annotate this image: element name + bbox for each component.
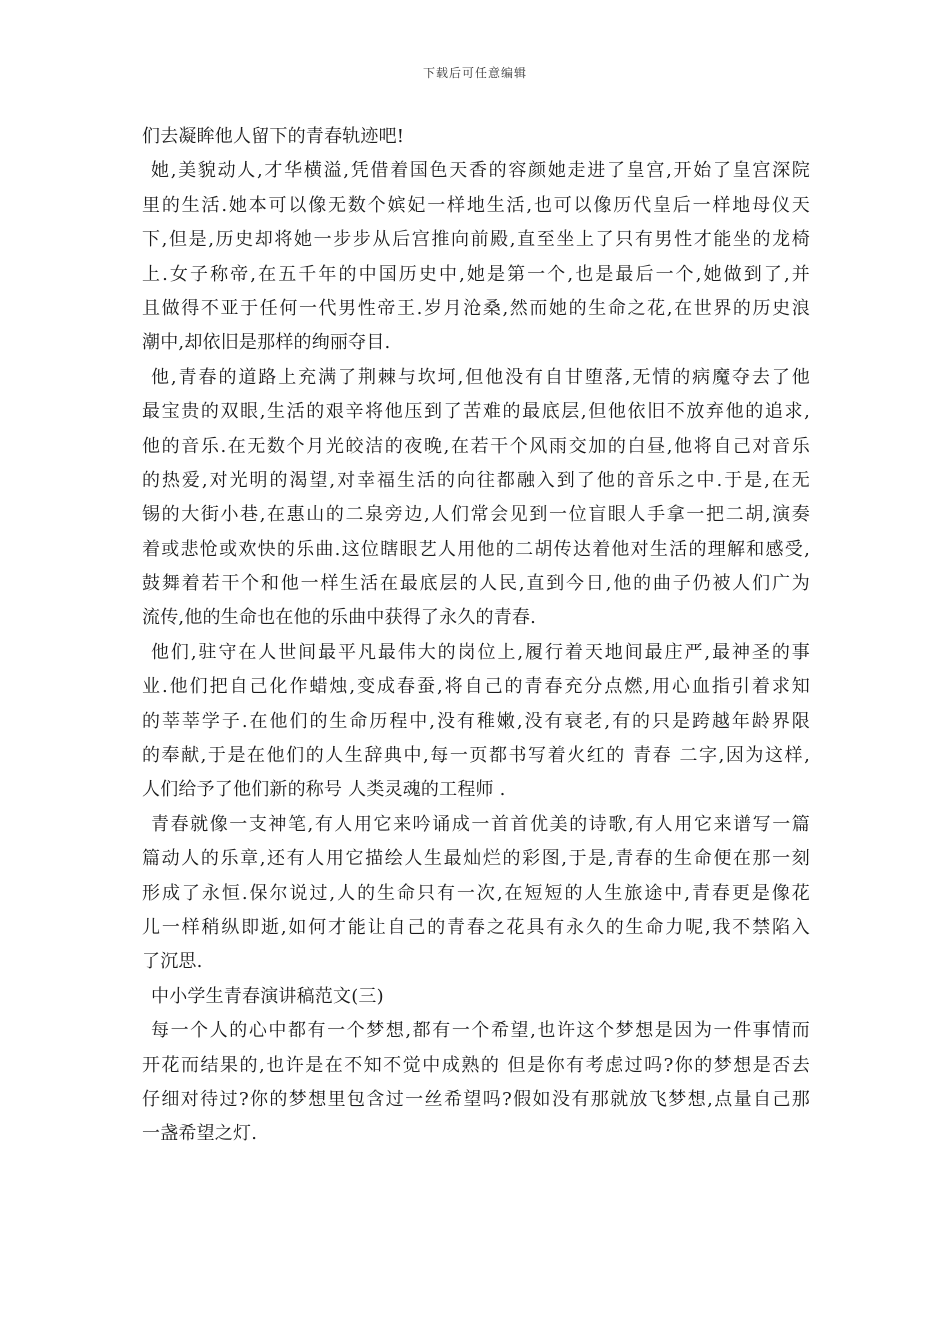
text-line: 她,美貌动人,才华横溢,凭借着国色天香的容颜她走进了皇宫,开始了皇宫深院 [151, 160, 810, 182]
text-line: 里的生活.她本可以像无数个嫔妃一样地生活,也可以像历代皇后一样地母仪天 [142, 194, 810, 216]
text-line: 且做得不亚于任何一代男性帝王.岁月沧桑,然而她的生命之花,在世界的历史浪 [142, 297, 810, 319]
text-line: 一盏希望之灯. [142, 1123, 258, 1145]
text-line: 形成了永恒.保尔说过,人的生命只有一次,在短短的人生旅途中,青春更是像花 [142, 882, 810, 904]
text-line: 下,但是,历史却将她一步步从后宫推向前殿,直至坐上了只有男性才能坐的龙椅 [142, 229, 810, 251]
page-header: 下载后可任意编辑 [422, 66, 527, 80]
text-line: 们去凝眸他人留下的青春轨迹吧! [142, 126, 405, 147]
text-line: 他的音乐.在无数个月光皎洁的夜晚,在若干个风雨交加的白昼,他将自己对音乐 [142, 435, 810, 457]
text-line: 的奉献,于是在他们的人生辞典中,每一页都书写着火红的 青春 二字,因为这样, [142, 745, 810, 767]
text-line: 上.女子称帝,在五千年的中国历史中,她是第一个,也是最后一个,她做到了,并 [142, 263, 810, 285]
text-line: 开花而结果的,也许是在不知不觉中成熟的 但是你有考虑过吗?你的梦想是否去 [142, 1054, 810, 1076]
text-line: 青春就像一支神笔,有人用它来吟诵成一首首优美的诗歌,有人用它来谱写一篇 [151, 813, 810, 835]
text-line: 流传,他的生命也在他的乐曲中获得了永久的青春. [142, 607, 537, 629]
text-line: 了沉思. [142, 951, 203, 973]
text-line: 仔细对待过?你的梦想里包含过一丝希望吗?假如没有那就放飞梦想,点量自己那 [142, 1088, 810, 1110]
text-line: 潮中,却依旧是那样的绚丽夺目. [142, 332, 391, 354]
document-body [142, 120, 810, 1152]
text-line: 篇动人的乐章,还有人用它描绘人生最灿烂的彩图,于是,青春的生命便在那一刻 [142, 848, 810, 870]
text-line: 他们,驻守在人世间最平凡最伟大的岗位上,履行着天地间最庄严,最神圣的事 [151, 641, 810, 663]
text-line: 中小学生青春演讲稿范文(三) [151, 985, 384, 1007]
text-line: 的热爱,对光明的渴望,对幸福生活的向往都融入到了他的音乐之中.于是,在无 [142, 469, 810, 491]
text-line: 最宝贵的双眼,生活的艰辛将他压到了苦难的最底层,但他依旧不放弃他的追求, [142, 401, 810, 423]
text-line: 人们给予了他们新的称号 人类灵魂的工程师 . [142, 779, 506, 801]
text-line: 儿一样稍纵即逝,如何才能让自己的青春之花具有永久的生命力呢,我不禁陷入 [142, 916, 810, 938]
text-line: 业.他们把自己化作蜡烛,变成春蚕,将自己的青春充分点燃,用心血指引着求知 [142, 676, 810, 698]
text-line: 着或悲怆或欢快的乐曲.这位瞎眼艺人用他的二胡传达着他对生活的理解和感受, [142, 538, 810, 560]
text-line: 鼓舞着若干个和他一样生活在最底层的人民,直到今日,他的曲子仍被人们广为 [142, 573, 810, 595]
text-line: 的莘莘学子.在他们的生命历程中,没有稚嫩,没有衰老,有的只是跨越年龄界限 [142, 710, 810, 732]
text-line: 锡的大街小巷,在惠山的二泉旁边,人们常会见到一位盲眼人手拿一把二胡,演奏 [142, 504, 810, 526]
text-line: 每一个人的心中都有一个梦想,都有一个希望,也许这个梦想是因为一件事情而 [151, 1020, 810, 1042]
text-line: 他,青春的道路上充满了荆棘与坎坷,但他没有自甘堕落,无情的病魔夺去了他 [151, 366, 810, 388]
